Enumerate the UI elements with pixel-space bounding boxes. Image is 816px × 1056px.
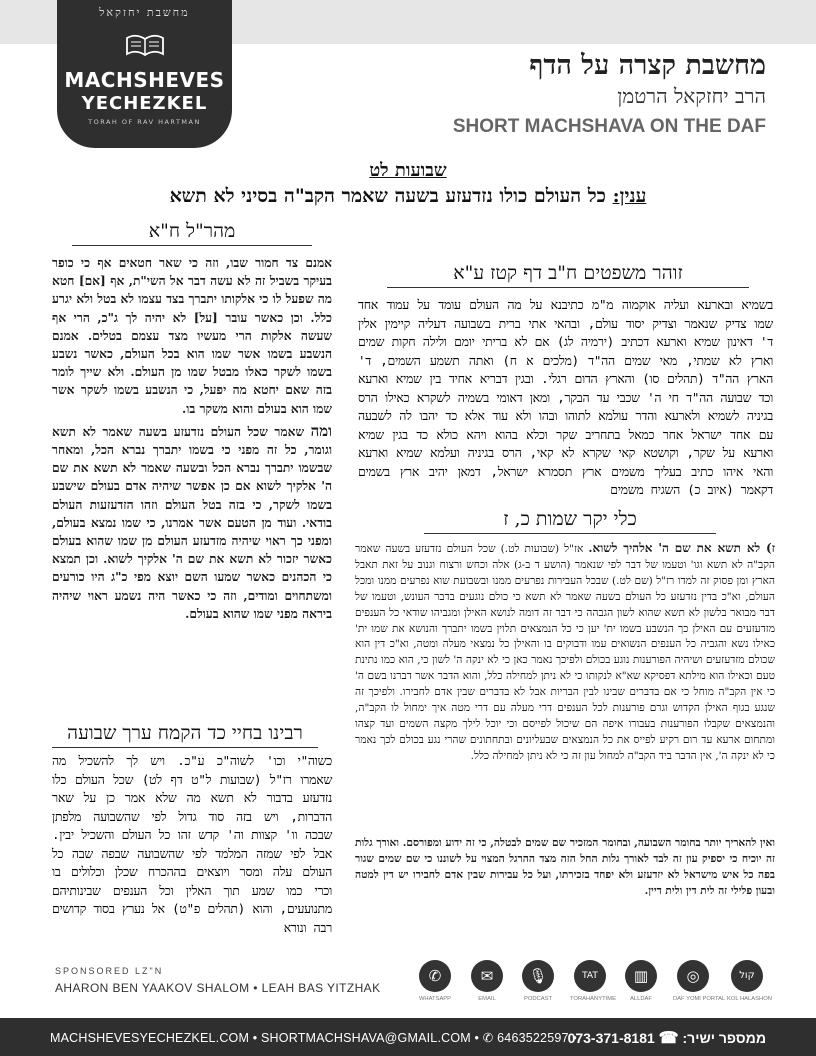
whatsapp-link[interactable] <box>415 960 455 1002</box>
author-name-hebrew: הרב יחזקאל הרטמן <box>617 84 766 108</box>
alldaf-icon: ▥ <box>625 960 657 992</box>
alldaf-label: ALLDAF <box>630 996 652 1002</box>
maharal-paragraph-1: אמנם צד חמור שבו, וזה כי שאר חטאים אף כי כופר בעיקר בשביל זה לא עשה דבר אל השי"ת, אף [אם] חטא מה שפעל לו כי אלקותו יתברך בצד עצמו לא בטל ולא יגרע כלל. וכן כאשר עובר [על] לא יהיה לך ג"כ, הרי אף שעשה אלקות הרי מעשיו מצד עצמם בטלים. אמנם הנשבע בשמו אשר שמו הוא בכל העולם, כאשר נשבע בשמו לשקר כאלו מבטל שמו מן העולם. ולא שייך לומר בזה שאם יחטא מה יפעל, כי הנשבע בשמו לשקר אשר שמו הוא בעולם והוא משקר בו. <box>52 256 332 416</box>
inyan-line <box>60 185 756 208</box>
email-icon: ✉ <box>471 960 503 992</box>
email-link[interactable] <box>467 960 507 1002</box>
logo-line-1: MACHSHEVES <box>64 68 225 92</box>
inyan-text: כל העולם כולו נזדעזע בשעה שאמר הקב"ה בסיני לא תשא <box>169 185 613 207</box>
sponsored-label: SPONSORED LZ"N <box>55 966 164 976</box>
topic-block <box>60 160 756 208</box>
dafyomi-portal-label: DAF YOMI PORTAL <box>673 996 726 1002</box>
rabbeinu-bachya-title: רבינו בחיי כד הקמח ערך שבועה <box>30 722 340 748</box>
maharal-paragraph-2 <box>52 422 332 623</box>
kolhalashon-label: KOL HALASHON <box>727 996 772 1002</box>
rabbeinu-bachya-text: כשוה"י וכו' לשוה"כ ע"כ. ויש לך להשכיל מה שאמרו רז"ל (שבועות ל"ט דף לט) שכל העולם כלו נזדעזע בדבור לא תשא מה שלא אמר כן על שאר הדברות, ויש בזה סוד גדול לפי שהשבועה מלפתן שבכה וו' קצוות וה' קדש זהו כל העולם והשכיל יבין. אבל לפי שמזה המלמד לפי שהשבועה שבפה שבה כל העולם עלה ומסר ויוצאים בההכרח שכלן וכלולים בו וכרי כמו שמע תוך האלין וכל הענפים שבינותיהם מתנועעים, והוא (תהלים פ"ט) אל נערץ בסוד קדושים רבה ונורא <box>52 753 332 935</box>
page-title-english: SHORT MACHSHAVA ON THE DAF <box>452 116 766 137</box>
whatsapp-icon: ✆ <box>419 960 451 992</box>
phone-number: 073-371-8181 <box>567 1030 655 1046</box>
kolhalashon-link[interactable] <box>727 960 772 1002</box>
bottom-bar <box>0 1018 816 1056</box>
inyan-label: ענין: <box>612 185 647 207</box>
daf-reference: שבועות לט <box>369 160 447 181</box>
kli-yakar-conclusion: ואין להאריך יותר בחומר השבועה, ובחומר המזכיר שם שמים לבטלה, כי זה ידוע ומפורסם. ואורך גלות זה יוכיח כי יספיק עון זה לבד לאורך גלות החל הזה מצד ההרגל המצוי על לשוננו כי שם שמים שגור בפה כל איש מישראל לא יזדעזע ולא יפחד בזכירתו, ועל כל עבירות שבין אדם לחבירו יש דין למטה ובעון פלילי זה לית דין ולית דיין. <box>355 837 775 897</box>
torahanytime-label: TORAHANYTIME <box>570 996 616 1002</box>
podcast-link[interactable] <box>518 960 558 1002</box>
podcast-icon: 🎙 <box>522 960 554 992</box>
page-title-hebrew: מחשבת קצרה על הדף <box>529 50 766 81</box>
phone-icon: ☎ <box>658 1030 679 1047</box>
logo-line-2: YECHEZKEL <box>81 93 208 114</box>
phone-line[interactable] <box>568 1028 766 1048</box>
kli-yakar-title: כלי יקר שמות כ, ז <box>400 508 740 534</box>
dafyomi-portal-link[interactable] <box>673 960 726 1002</box>
maharal-paragraph-2-body: שאמר שכל העולם נזדעזע בשעה שאמר לא תשא וגומר, כל זה מפני כי בשמו יתברך נברא הכל, ומאחר שבשמו יתברך נברא הכל ובשעה שאמר לא תשא את שם ה' אלקיך לשוא אם כן אפשר שיהיה אדם בעולם שישבע בשמו לשקר, כי בזה בטל העולם וזהו הזדעזעות העולם בודאי. ועוד מן הטעם אשר אמרנו, כי שמו נמצא בעולם, ומפני כך ראוי שיהיה מזדעזע העולם מן שמו שהוא בעולם כאשר יזכור לא תשא את שם ה' אלקיך לשוא. וכן תמצא כי הכהנים כאשר שמעו השם יוצא מפי כ"ג היו כורעים ומשתחוים ומודים, וזה כי כאשר היה נשמע ראוי שיהיה ביראה מפני שמו שהוא בעולם. <box>52 424 332 621</box>
logo[interactable] <box>57 0 232 148</box>
kolhalashon-icon: קול <box>731 960 763 992</box>
email-label: EMAIL <box>478 996 496 1002</box>
maharal-paragraph-2-opening: ומה <box>310 421 332 440</box>
logo-hebrew-text: מחשבת יחזקאל <box>99 6 190 19</box>
kli-yakar-text <box>355 541 775 827</box>
platform-icons <box>415 960 775 1010</box>
whatsapp-label: WHATSAPP <box>418 996 452 1002</box>
kli-yakar-body: אז"ל (שבועות לט.) שכל העולם נזדעזע בשעה שאמר הקב"ה לא תשא וגו' וטעמו של דבר לפי שנאמר (הושע ד ב-ג) אלה וכחש ורצוח וגנוב על זאת תאבל הארץ ומן פסוק זה למדו רז"ל (שם לט.) שבכל העבירות נפרעים ממנו ובשבועת שוא נפרעים ממנו ומכל העולם, וא"כ בדין נזדעזע כל העולם בשעה שאמר לא תשא כי כולם נוגעים בדבר העונש, וטעמו של דבר מבואר בלשון לא תשא שהוא לשון הגבהה כי דבר זה דומה לנושא האילן ומגביהו שודאי כל הענפים מזדעזעים עם האילן כך הנשבע בשמו ית' יען כי כל הנמצאים תלוין בשמו יתברך והנושא את שמו ית' כאילו נשא והגביה כל הענפים הנשואים עמו ודבוקים בו והאילן כל נמצאי מעלה ומטה, וא"כ דין הוא שכולם מזדעזעים ושיהיה הפורענות נוגע בכולם ולפיכך נאמר כאן כי לא ינקה ה' לשון כי, הוא כמו נתינת טעם וכאילו הוא מילתא דפסיקא שא"א לנקותו כי לא ניתן למחילה כלל, והוא הדבר אשר דברנו בשם ה' כי אין הקב"ה מוחל כי אם בדברים שבינו לבין הבריות אבל לא בדברים שבין אדם לחבירו. ולפיכך זה שנגע בגוף האילן הקדוש וגרם פורענות לכל הענפים דרי מעלה עם דרי מטה איך ימחול לו הקב"ה, והנמצאים שקבלו הפורענות בעבורו איפה הם שיכול לפייסם וכי יוכל לילך מקצה השמים ועד קצהו ומתחום ארעא עד רום רקיע לפייס את כל הנמצאים שבעליונים ובתחתונים שהרי נגע בכולם לכך נאמר כי לא ינקה ה', אין הדבר ביד הקב"ה למחול עון זה כי לא ניתן למחילה כלל. <box>355 543 775 762</box>
torahanytime-link[interactable] <box>570 960 616 1002</box>
sponsored-names: AHARON BEN YAAKOV SHALOM • LEAH BAS YITZHAK <box>55 981 381 995</box>
open-book-icon <box>125 30 165 58</box>
contact-links[interactable]: MACHSHEVESYECHEZKEL.COM • SHORTMACHSHAVA@GMAIL.COM • ✆ 6463522597 • <box>50 1031 577 1045</box>
podcast-label: PODCAST <box>523 996 553 1002</box>
dafyomi-portal-icon: ◎ <box>677 960 709 992</box>
logo-tagline: TORAH OF RAV HARTMAN <box>88 118 201 126</box>
torahanytime-icon: TAT <box>574 960 606 992</box>
alldaf-link[interactable] <box>621 960 661 1002</box>
zohar-text: בשמיא ובארעא ועליה אוקמוה מ"מ כתיבנא על מה העולם עומד על עמוד אחד שמו צדיק שנאמר וצדיק יסוד עולם, ובהאי אתי ברית בשבועה דעליה קיימין אלין ד' דאינון שמיא וארעא דכתיב (ירמיה לג) אם לא בריתי יומם ולילה חקות שמים וארץ לא שמתי, מאי שמים הה"ד (מלכים א ח) ואתה תשמע השמים, ד' הארץ הה"ד (תהלים סו) והארץ הדום רגלי. ובגין דבריא אחיד בין שמיא וארעא וכד שבועה הה"ד חי ה' שכבי עד הבקר, ומאן דאומי בשמיה לשקרא כאילו הרס בגיניה לשמיא ולארעא והדר עולמא לתוהו ובהו ולא עוד אלא כד יהבו לה לשבעה עם אחד ישראל אחר כמאל בתחריב שקר וכלא בהוא ויהא כולא כד בגין שמיא וארעא על שקר, וקושטא קאי שקרא לא קאי, הרס בגיניה ועלמא שמיא וארעא והאי איהו כתיב בעליך משמים ארץ תסמרא ישראל, דמאן יהיב ארץ בשמים דקאמר (איוב כ) השגיח משמים <box>358 297 773 497</box>
maharal-title: מהר"ל ח"א <box>52 220 332 246</box>
zohar-title: זוהר משפטים ח"ב דף קטז ע"א <box>358 262 778 288</box>
phone-label: ממספר ישיר: <box>682 1030 766 1046</box>
maharal-text <box>52 254 332 694</box>
kli-yakar-verse: ז) לא תשא את שם ה' אלהיך לשוא. <box>588 541 776 555</box>
